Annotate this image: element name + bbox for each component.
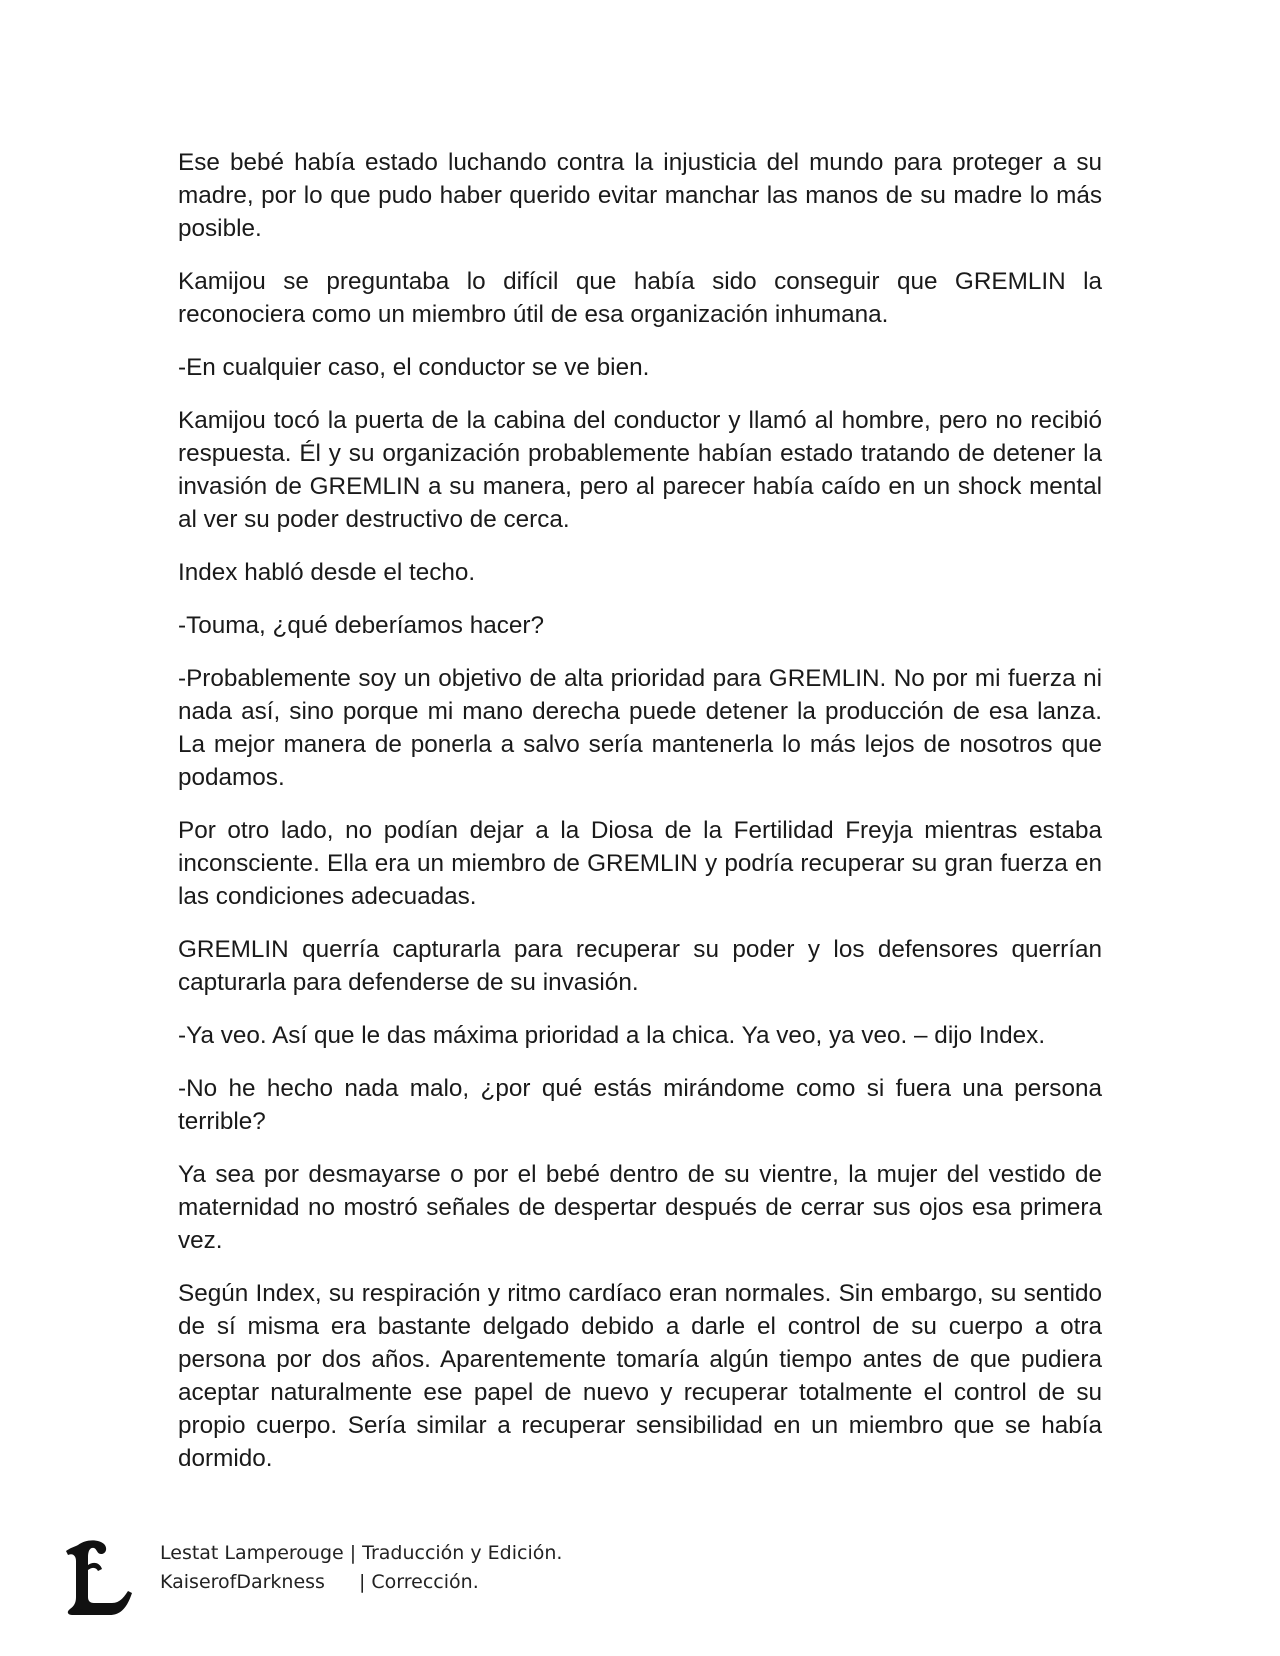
paragraph: -En cualquier caso, el conductor se ve bien. — [178, 354, 650, 381]
document-body — [178, 146, 1102, 1495]
credit-line — [160, 1568, 562, 1597]
paragraph: Según Index, su respiración y ritmo cardíaco eran normales. Sin embargo, su sentido de sí misma era bastante delgado debido a darle el control de su cuerpo a otra persona por dos años. Aparentemente tomaría algún tiempo antes de que pudiera aceptar naturalmente ese papel de nuevo y recuperar totalmente el control de su propio cuerpo. Sería similar a recuperar sensibilidad en un miembro que se había dormido. — [178, 1280, 1102, 1472]
paragraph: GREMLIN querría capturarla para recuperar su poder y los defensores querrían capturarla para defenderse de su invasión. — [178, 936, 1102, 996]
paragraph: -Probablemente soy un objetivo de alta prioridad para GREMLIN. No por mi fuerza ni nada así, sino porque mi mano derecha puede detener la producción de esa lanza. La mejor manera de ponerla a salvo sería mantenerla lo más lejos de nosotros que podamos. — [178, 665, 1102, 791]
credit-role: Corrección. — [371, 1571, 479, 1593]
paragraph: Index habló desde el techo. — [178, 559, 476, 586]
paragraph: Por otro lado, no podían dejar a la Diosa de la Fertilidad Freyja mientras estaba inconsciente. Ella era un miembro de GREMLIN y podría recuperar su gran fuerza en las condiciones adecuadas. — [178, 817, 1102, 910]
paragraph: -Ya veo. Así que le das máxima prioridad a la chica. Ya veo, ya veo. – dijo Index. — [178, 1022, 1046, 1049]
paragraph: -Touma, ¿qué deberíamos hacer? — [178, 612, 544, 639]
credit-separator: | — [359, 1571, 366, 1593]
credit-line — [160, 1539, 562, 1568]
credit-name: KaiserofDarkness — [160, 1571, 325, 1593]
gothic-letter-l-logo — [64, 1535, 136, 1619]
page-footer — [64, 1535, 664, 1625]
paragraph: Ya sea por desmayarse o por el bebé dentro de su vientre, la mujer del vestido de maternidad no mostró señales de despertar después de cerrar sus ojos esa primera vez. — [178, 1161, 1102, 1254]
credit-separator: | — [349, 1542, 357, 1564]
paragraph: -No he hecho nada malo, ¿por qué estás mirándome como si fuera una persona terrible? — [178, 1075, 1102, 1135]
paragraph: Kamijou tocó la puerta de la cabina del conductor y llamó al hombre, pero no recibió respuesta. Él y su organización probablemente habían estado tratando de detener la invasión de GREMLIN a su manera, pero al parecer había caído en un shock mental al ver su poder destructivo de cerca. — [178, 407, 1102, 533]
paragraph: Ese bebé había estado luchando contra la injusticia del mundo para proteger a su madre, por lo que pudo haber querido evitar manchar las manos de su madre lo más posible. — [178, 149, 1102, 242]
credits — [160, 1539, 562, 1597]
paragraph: Kamijou se preguntaba lo difícil que había sido conseguir que GREMLIN la reconociera como un miembro útil de esa organización inhumana. — [178, 268, 1102, 328]
credit-role: Traducción y Edición. — [362, 1542, 563, 1564]
credit-name: Lestat Lamperouge — [160, 1542, 344, 1564]
